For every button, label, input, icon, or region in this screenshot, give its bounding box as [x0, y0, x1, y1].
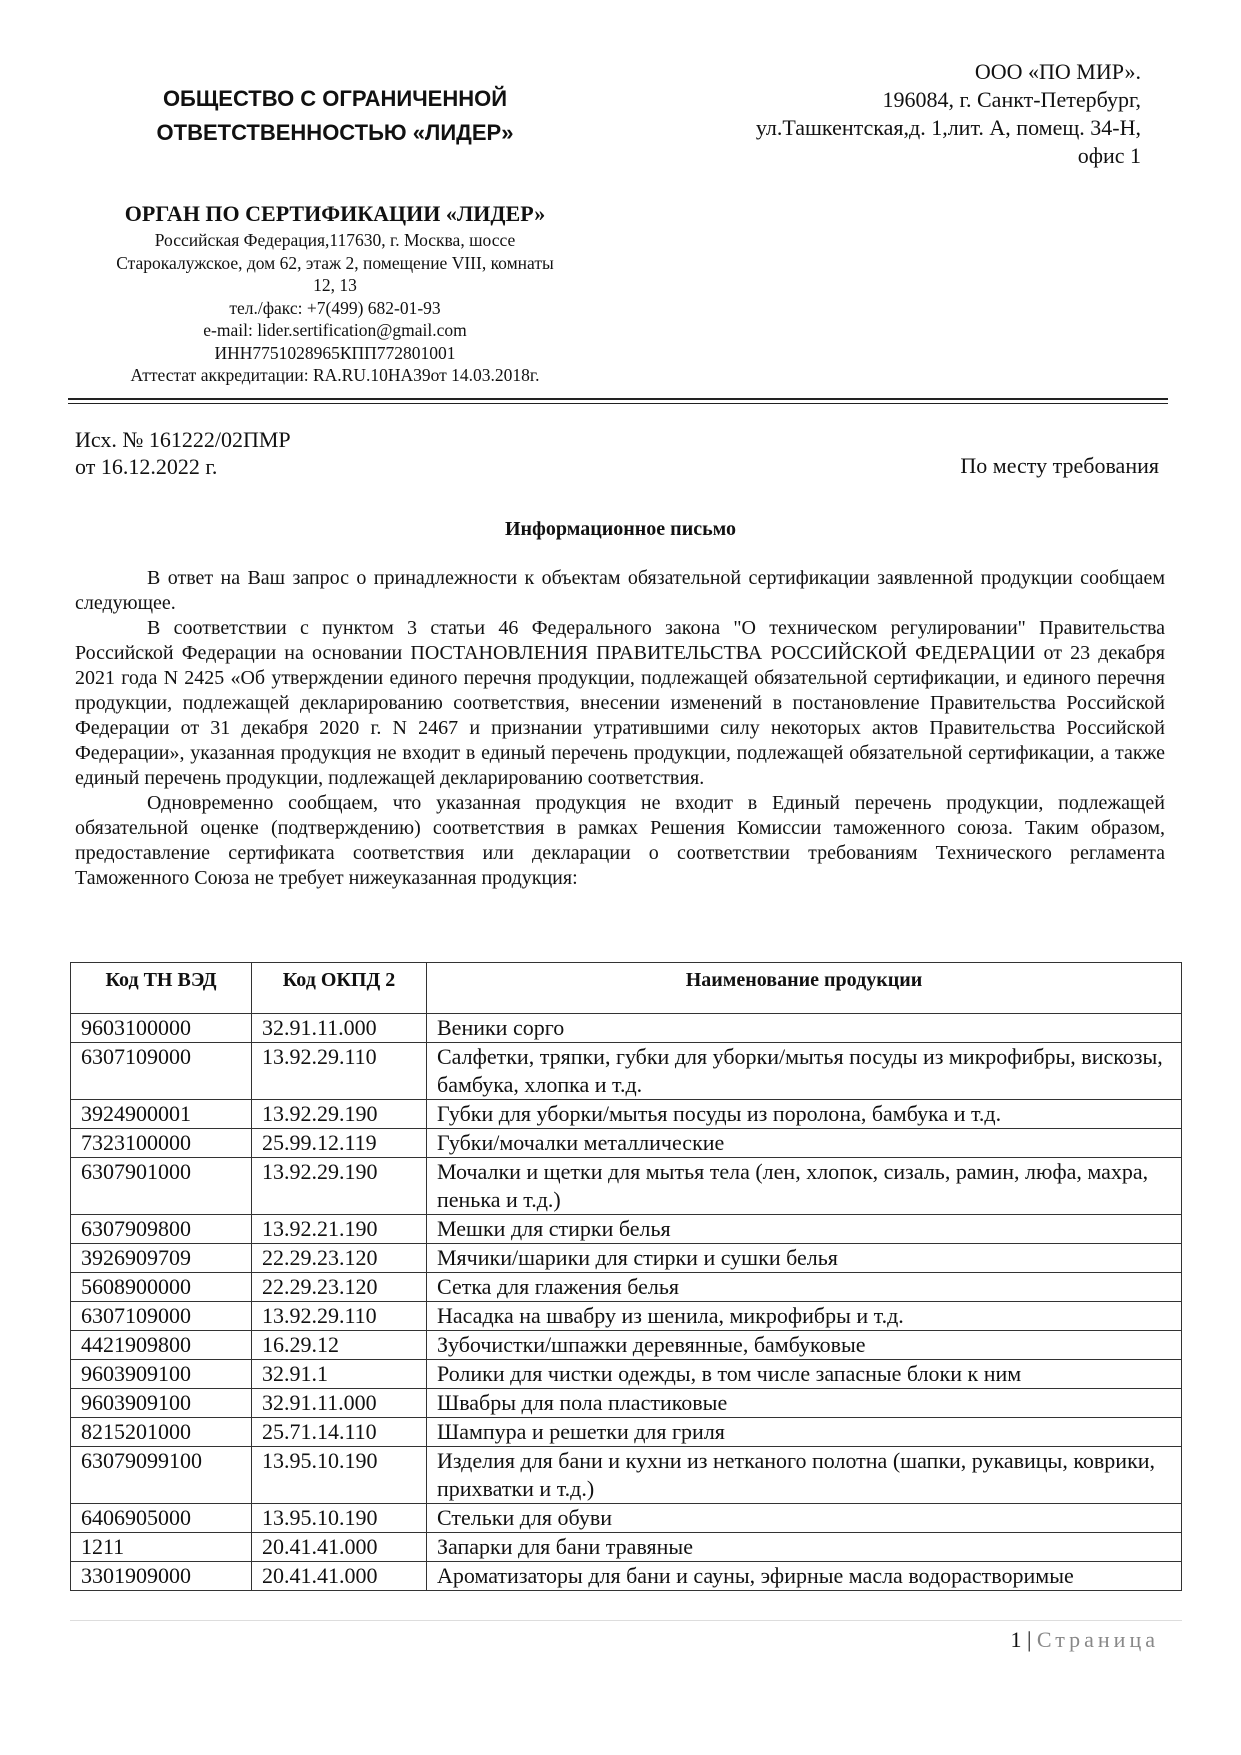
cell-tnved-code: 6406905000	[71, 1504, 252, 1533]
cell-tnved-code: 9603100000	[71, 1014, 252, 1043]
page-separator: |	[1026, 1627, 1032, 1652]
products-table	[70, 962, 1182, 1591]
letter-title: Информационное письмо	[504, 518, 737, 540]
recipient-line: 196084, г. Санкт-Петербург,	[882, 87, 1141, 112]
table-row	[71, 1418, 1182, 1447]
page-number: 1	[1010, 1627, 1022, 1652]
table-row	[71, 1158, 1182, 1215]
cell-tnved-code: 6307901000	[71, 1158, 252, 1215]
column-header-product-name: Наименование продукции	[427, 963, 1182, 1014]
cell-okpd2-code: 25.71.14.110	[252, 1418, 427, 1447]
cell-product-name: Губки для уборки/мытья посуды из поролона, бамбука и т.д.	[427, 1100, 1182, 1129]
cell-product-name: Мочалки и щетки для мытья тела (лен, хлопок, сизаль, рамин, люфа, махра, пенька и т.д.)	[427, 1158, 1182, 1215]
table-row	[71, 1447, 1182, 1504]
letter-date: от 16.12.2022 г.	[75, 454, 218, 479]
cell-tnved-code: 1211	[71, 1533, 252, 1562]
cell-product-name: Зубочистки/шпажки деревянные, бамбуковые	[427, 1331, 1182, 1360]
table-row	[71, 1215, 1182, 1244]
cell-tnved-code: 9603909100	[71, 1360, 252, 1389]
footer-divider	[70, 1620, 1182, 1621]
table-row	[71, 1389, 1182, 1418]
header-divider-thin	[68, 403, 1168, 404]
table-row	[71, 1244, 1182, 1273]
table-row	[71, 1533, 1182, 1562]
body-paragraph: Одновременно сообщаем, что указанная продукция не входит в Единый перечень продукции, подлежащей обязательной оценке (подтверждению) соответствия в рамках Решения Комиссии таможенного союза. Таким образом, предоставление сертификата соответствия или декларации о соответствии требованиям Технического регламента Таможенного Союза не требует нижеуказанная продукция:	[75, 792, 1165, 889]
cell-okpd2-code: 32.91.11.000	[252, 1014, 427, 1043]
cert-detail-line: 12, 13	[313, 275, 357, 295]
cert-detail-line: Старокалужское, дом 62, этаж 2, помещение VIII, комнаты	[116, 252, 554, 273]
table-row	[71, 1129, 1182, 1158]
cert-detail-line: e-mail: lider.sertification@gmail.com	[203, 320, 467, 340]
cell-okpd2-code: 25.99.12.119	[252, 1129, 427, 1158]
cell-tnved-code: 63079099100	[71, 1447, 252, 1504]
cell-okpd2-code: 32.91.11.000	[252, 1389, 427, 1418]
cert-detail-line: Аттестат аккредитации: RA.RU.10НА39от 14.03.2018г.	[130, 365, 540, 385]
cell-okpd2-code: 20.41.41.000	[252, 1533, 427, 1562]
cell-tnved-code: 3926909709	[71, 1244, 252, 1273]
certification-body-details	[60, 229, 610, 387]
outgoing-number: Исх. № 161222/02ПМР	[75, 427, 291, 452]
table-row	[71, 1562, 1182, 1591]
cell-product-name: Веники сорго	[427, 1014, 1182, 1043]
cell-product-name: Салфетки, тряпки, губки для уборки/мытья посуды из микрофибры, вискозы, бамбука, хлопка и т.д.	[427, 1043, 1182, 1100]
cell-product-name: Мячики/шарики для стирки и сушки белья	[427, 1244, 1182, 1273]
cell-product-name: Ароматизаторы для бани и сауны, эфирные масла водорастворимые	[427, 1562, 1182, 1591]
table-row	[71, 1331, 1182, 1360]
table-row	[71, 1273, 1182, 1302]
cell-tnved-code: 3301909000	[71, 1562, 252, 1591]
cell-product-name: Насадка на швабру из шенила, микрофибры и т.д.	[427, 1302, 1182, 1331]
cell-product-name: Шампура и решетки для гриля	[427, 1418, 1182, 1447]
cell-okpd2-code: 16.29.12	[252, 1331, 427, 1360]
cell-tnved-code: 4421909800	[71, 1331, 252, 1360]
organization-name-line-2: ОТВЕТСТВЕННОСТЬЮ «ЛИДЕР»	[156, 120, 514, 145]
cell-tnved-code: 6307109000	[71, 1043, 252, 1100]
table-row	[71, 1302, 1182, 1331]
recipient-line: ул.Ташкентская,д. 1,лит. А, помещ. 34-Н,	[755, 115, 1141, 140]
cell-tnved-code: 5608900000	[71, 1273, 252, 1302]
organization-name	[120, 82, 550, 150]
page-footer	[1010, 1627, 1159, 1653]
cell-tnved-code: 3924900001	[71, 1100, 252, 1129]
certification-body-title: ОРГАН ПО СЕРТИФИКАЦИИ «ЛИДЕР»	[124, 201, 546, 226]
recipient-line: офис 1	[1077, 143, 1141, 168]
cell-okpd2-code: 13.92.29.190	[252, 1158, 427, 1215]
cert-detail-line: ИНН7751028965КПП772801001	[214, 342, 456, 363]
cell-tnved-code: 8215201000	[71, 1418, 252, 1447]
table-row	[71, 1100, 1182, 1129]
cert-detail-line: тел./факс: +7(499) 682-01-93	[229, 297, 441, 318]
column-header-okpd2: Код ОКПД 2	[252, 963, 427, 1014]
cell-okpd2-code: 13.92.29.190	[252, 1100, 427, 1129]
cell-okpd2-code: 32.91.1	[252, 1360, 427, 1389]
cell-okpd2-code: 13.92.29.110	[252, 1043, 427, 1100]
cell-product-name: Стельки для обуви	[427, 1504, 1182, 1533]
cell-product-name: Мешки для стирки белья	[427, 1215, 1182, 1244]
cell-product-name: Ролики для чистки одежды, в том числе запасные блоки к ним	[427, 1360, 1182, 1389]
cell-okpd2-code: 13.92.21.190	[252, 1215, 427, 1244]
table-row	[71, 1360, 1182, 1389]
cell-tnved-code: 6307109000	[71, 1302, 252, 1331]
cell-product-name: Запарки для бани травяные	[427, 1533, 1182, 1562]
body-paragraph: В ответ на Ваш запрос о принадлежности к объектам обязательной сертификации заявленной продукции сообщаем следующее.	[75, 567, 1165, 614]
column-header-tnved: Код ТН ВЭД	[71, 963, 252, 1014]
table-header-row	[71, 963, 1182, 1014]
cell-okpd2-code: 22.29.23.120	[252, 1273, 427, 1302]
recipient-address	[621, 58, 1141, 170]
cert-detail-line: Российская Федерация,117630, г. Москва, шоссе	[154, 230, 516, 250]
table-row	[71, 1504, 1182, 1533]
cell-product-name: Губки/мочалки металлические	[427, 1129, 1182, 1158]
letter-body	[75, 566, 1165, 891]
recipient-note: По месту требования	[960, 453, 1159, 478]
outgoing-reference	[75, 426, 291, 480]
page-label: Страница	[1036, 1627, 1159, 1652]
cell-okpd2-code: 22.29.23.120	[252, 1244, 427, 1273]
cell-tnved-code: 7323100000	[71, 1129, 252, 1158]
cell-okpd2-code: 20.41.41.000	[252, 1562, 427, 1591]
cell-product-name: Швабры для пола пластиковые	[427, 1389, 1182, 1418]
cell-tnved-code: 6307909800	[71, 1215, 252, 1244]
cell-tnved-code: 9603909100	[71, 1389, 252, 1418]
cell-product-name: Сетка для глажения белья	[427, 1273, 1182, 1302]
body-paragraph: В соответствии с пунктом 3 статьи 46 Федерального закона "О техническом регулировании" Правительства Российской Федерации на основании ПОСТАНОВЛЕНИЯ ПРАВИТЕЛЬСТВА РОССИЙСКОЙ ФЕДЕРАЦИИ от 23 декабря 2021 года N 2425 «Об утверждении единого перечня продукции, подлежащей обязательной сертификации, и единого перечня продукции, подлежащей декларированию соответствия, внесении изменений в постановление Правительства Российской Федерации от 31 декабря 2020 г. N 2467 и признании утратившими силу некоторых актов Правительства Российской Федерации», указанная продукция не входит в единый перечень продукции, подлежащей обязательной сертификации, а также единый перечень продукции, подлежащей декларированию соответствия.	[75, 617, 1165, 789]
recipient-line: ООО «ПО МИР».	[974, 59, 1141, 84]
cell-okpd2-code: 13.95.10.190	[252, 1447, 427, 1504]
table-row	[71, 1043, 1182, 1100]
cell-okpd2-code: 13.95.10.190	[252, 1504, 427, 1533]
table-row	[71, 1014, 1182, 1043]
cell-product-name: Изделия для бани и кухни из нетканого полотна (шапки, рукавицы, коврики, прихватки и т.д.)	[427, 1447, 1182, 1504]
header-divider	[68, 398, 1168, 400]
cell-okpd2-code: 13.92.29.110	[252, 1302, 427, 1331]
organization-name-line-1: ОБЩЕСТВО С ОГРАНИЧЕННОЙ	[162, 86, 508, 111]
